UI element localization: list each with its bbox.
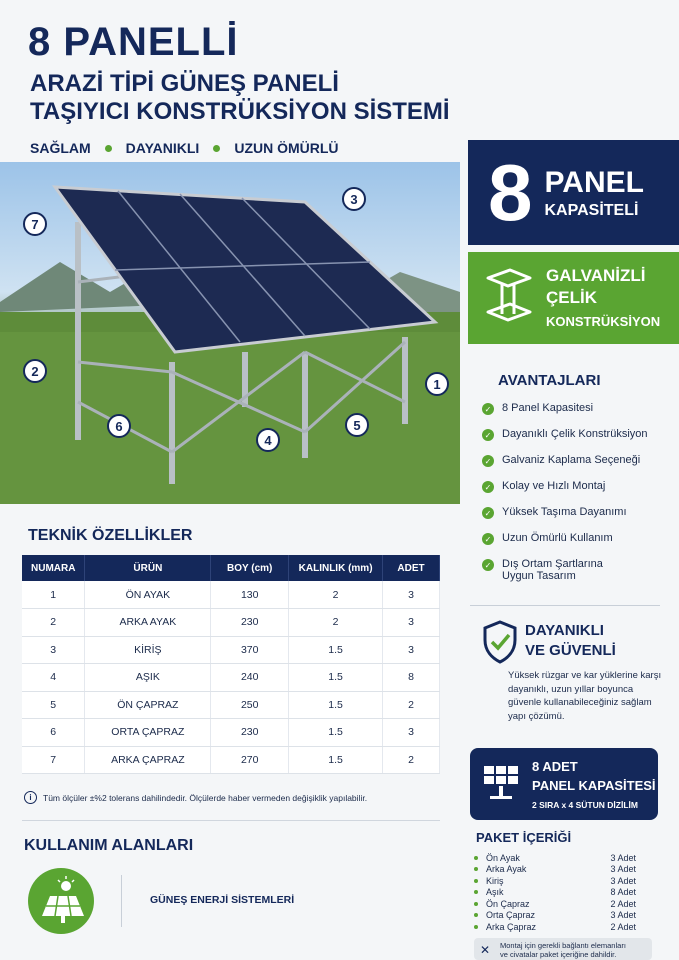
tag-separator-dot <box>105 145 112 152</box>
list-item: Kiriş 3 Adet <box>474 875 636 887</box>
package-title: PAKET İÇERİĞİ <box>476 830 572 845</box>
panel-capacity-label: PANEL KAPASİTESİ <box>532 778 656 793</box>
usage-title: KULLANIM ALANLARI <box>24 837 194 854</box>
panel-capacity-box <box>470 748 658 820</box>
page-title: 8 PANELLİ <box>28 20 239 64</box>
advantages-list <box>482 402 672 598</box>
sun-panel-icon <box>28 868 94 934</box>
check-icon: ✓ <box>482 429 494 441</box>
column-header: KALINLIK (mm) <box>289 555 383 581</box>
package-note: ✕ Montaj için gerekli bağlantı elemanları ve civatalar paket içeriğine dahildir. <box>474 938 652 960</box>
tag-long-life: UZUN ÖMÜRLÜ <box>234 140 339 156</box>
tools-icon: ✕ <box>480 943 491 957</box>
list-item: ✓ Yüksek Taşıma Dayanımı <box>482 506 672 532</box>
galvanized-line-1: GALVANİZLİ <box>546 266 646 285</box>
tag-durable: DAYANIKLI <box>125 140 200 156</box>
shield-check-icon <box>482 620 518 664</box>
list-item: ✓ Dayanıklı Çelik Konstrüksiyon <box>482 428 672 454</box>
tolerance-note: i Tüm ölçüler ±%2 tolerans dahilindedir. Ölçülerde haber vermeden değişiklik yapılabilir. <box>24 791 367 804</box>
callout-6: 6 <box>107 414 131 438</box>
feature-tags <box>30 140 339 156</box>
info-icon: i <box>24 791 37 804</box>
solar-structure-illustration <box>0 162 460 504</box>
table-row: 3 KİRİŞ 370 1.5 3 <box>22 636 440 664</box>
tag-strong: SAĞLAM <box>30 140 91 156</box>
list-item: Ön Ayak 3 Adet <box>474 852 636 864</box>
galvanized-line-2: ÇELİK <box>546 288 597 307</box>
table-row: 6 ORTA ÇAPRAZ 230 1.5 3 <box>22 719 440 747</box>
galvanized-box <box>468 252 679 344</box>
callout-4: 4 <box>256 428 280 452</box>
check-icon: ✓ <box>482 559 494 571</box>
panel-count: 8 ADET <box>532 759 578 774</box>
divider <box>470 605 660 606</box>
column-header: ADET <box>383 555 440 581</box>
column-header: NUMARA <box>22 555 85 581</box>
tag-separator-dot <box>213 145 220 152</box>
durable-description: Yüksek rüzgar ve kar yüklerine karşı dayanıklı, uzun yıllar boyunca güvenle kullanabileceğiniz sağlam yapı çözümü. <box>508 670 662 722</box>
column-header: BOY (cm) <box>211 555 289 581</box>
durable-title-2: VE GÜVENLİ <box>525 642 616 659</box>
tech-specs-table <box>22 555 440 774</box>
advantages-title: AVANTAJLARI <box>498 372 601 389</box>
divider <box>22 820 440 821</box>
package-list <box>474 852 636 933</box>
list-item: Orta Çapraz 3 Adet <box>474 910 636 922</box>
check-icon: ✓ <box>482 533 494 545</box>
capacity-line-2: KAPASİTELİ <box>544 201 639 219</box>
table-row: 1 ÖN AYAK 130 2 3 <box>22 581 440 609</box>
durable-title-1: DAYANIKLI <box>525 622 604 639</box>
capacity-box <box>468 140 679 245</box>
check-icon: ✓ <box>482 455 494 467</box>
capacity-number: 8 <box>488 147 533 237</box>
callout-5: 5 <box>345 413 369 437</box>
list-item: ✓ 8 Panel Kapasitesi <box>482 402 672 428</box>
list-item: Arka Ayak 3 Adet <box>474 864 636 876</box>
list-item: Ön Çapraz 2 Adet <box>474 898 636 910</box>
list-item: ✓ Galvaniz Kaplama Seçeneği <box>482 454 672 480</box>
list-item: ✓ Kolay ve Hızlı Montaj <box>482 480 672 506</box>
list-item: Aşık 8 Adet <box>474 887 636 899</box>
check-icon: ✓ <box>482 403 494 415</box>
table-row: 7 ARKA ÇAPRAZ 270 1.5 2 <box>22 746 440 774</box>
callout-3: 3 <box>342 187 366 211</box>
list-item: ✓ Dış Ortam Şartlarına Uygun Tasarım <box>482 558 672 598</box>
column-header: ÜRÜN <box>85 555 211 581</box>
check-icon: ✓ <box>482 507 494 519</box>
capacity-line-1: PANEL <box>544 165 644 199</box>
check-icon: ✓ <box>482 481 494 493</box>
tech-specs-title: TEKNİK ÖZELLİKLER <box>28 527 193 544</box>
solar-panel-icon <box>482 764 522 802</box>
list-item: Arka Çapraz 2 Adet <box>474 921 636 933</box>
galvanized-line-3: KONSTRÜKSİYON <box>546 314 661 329</box>
usage-label: GÜNEŞ ENERJİ SİSTEMLERİ <box>150 894 295 906</box>
callout-2: 2 <box>23 359 47 383</box>
table-row: 4 AŞIK 240 1.5 8 <box>22 664 440 692</box>
panel-layout: 2 SIRA x 4 SÜTUN DİZİLİM <box>532 800 638 810</box>
steel-beam-icon <box>482 268 536 328</box>
table-row: 5 ÖN ÇAPRAZ 250 1.5 2 <box>22 691 440 719</box>
table-row: 2 ARKA AYAK 230 2 3 <box>22 609 440 637</box>
list-item: ✓ Uzun Ömürlü Kullanım <box>482 532 672 558</box>
subtitle-line-1: ARAZİ TİPİ GÜNEŞ PANELİ <box>30 70 339 97</box>
table-header-row <box>22 555 440 581</box>
subtitle-line-2: TAŞIYICI KONSTRÜKSİYON SİSTEMİ <box>30 98 450 125</box>
solar-energy-icon <box>28 868 94 934</box>
callout-7: 7 <box>23 212 47 236</box>
product-photo <box>0 162 460 504</box>
callout-1: 1 <box>425 372 449 396</box>
divider <box>121 875 122 927</box>
